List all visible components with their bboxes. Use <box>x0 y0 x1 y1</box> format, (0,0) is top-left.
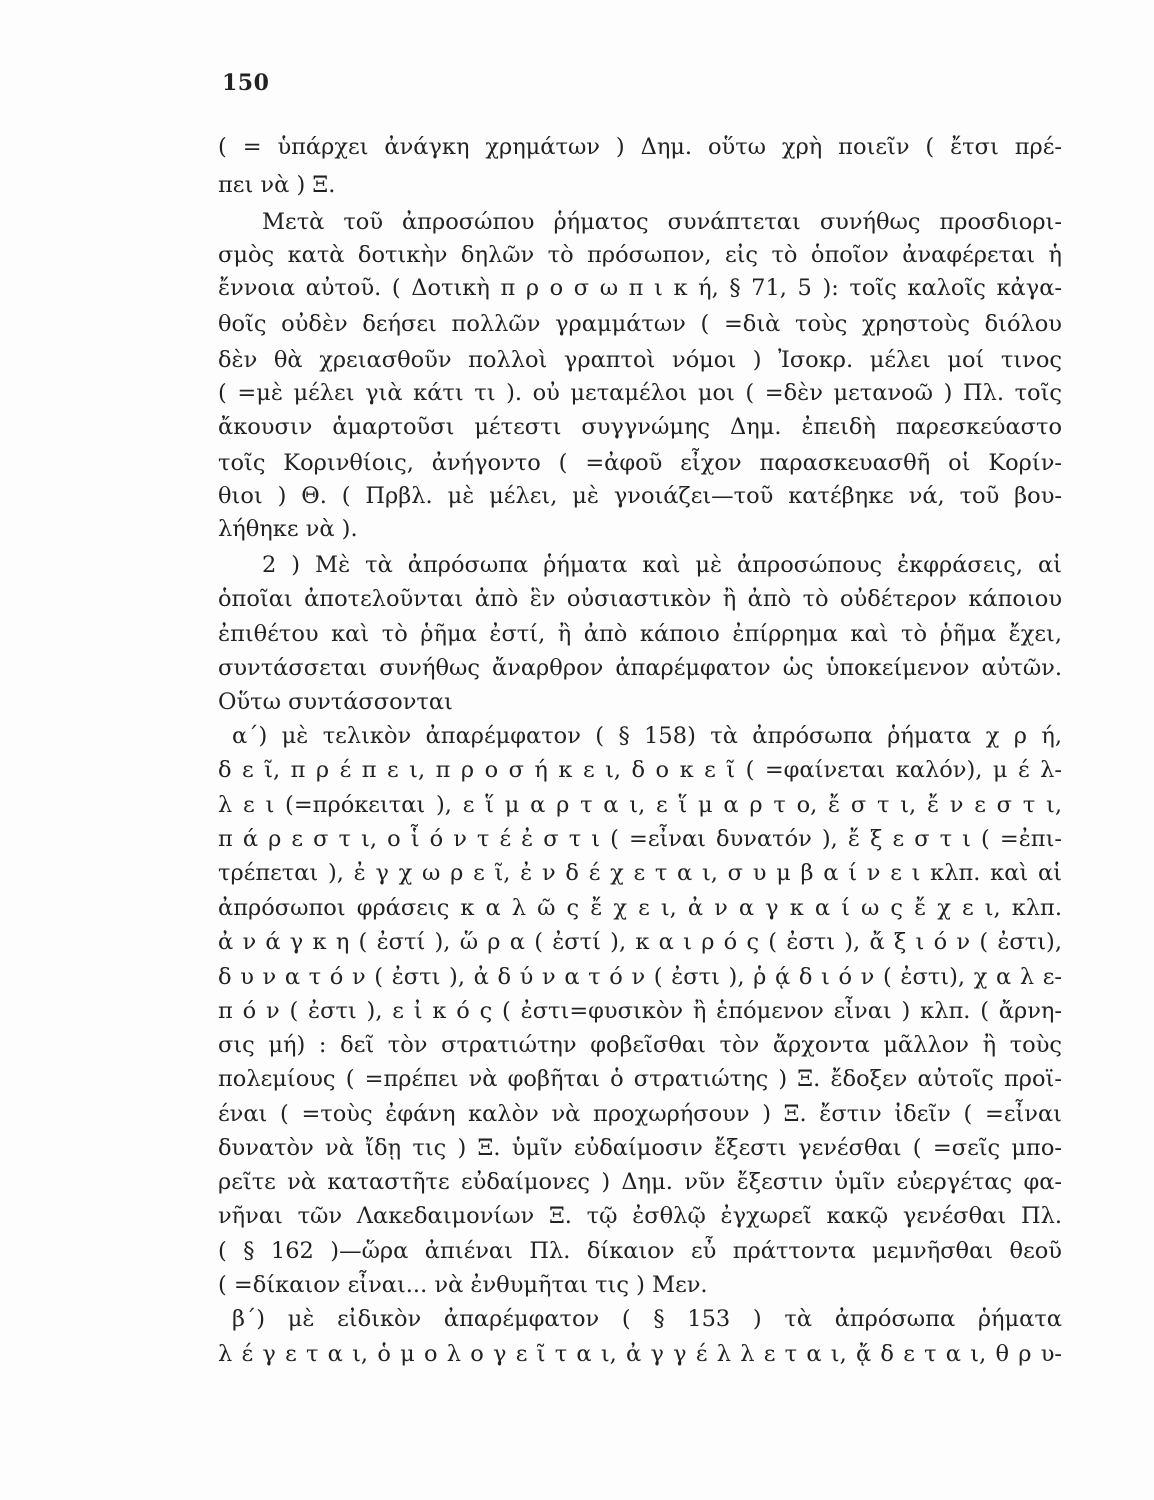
text-line: ἀπρόσωποι φράσεις κ α λ ῶ ς ἔ χ ε ι, ἀ ν α γ κ α ί ω ς ἔ χ ε ι, κλπ. <box>218 895 1062 921</box>
text-line: ἔννοια αὐτοῦ. ( Δοτικὴ π ρ ο σ ω π ι κ ή, § 71, 5 ): τοῖς καλοῖς κἀγα- <box>218 275 1062 301</box>
text-line: ( § 162 )—ὥρα ἀπιέναι Πλ. δίκαιον εὖ πράττοντα μεμνῆσθαι θεοῦ <box>218 1238 1062 1264</box>
text-line: πει νὰ ) Ξ. <box>218 172 336 198</box>
text-line: δὲν θὰ χρειασθοῦν πολλοὶ γραπτοὶ νόμοι ) Ἰσοκρ. μέλει μοί τινος <box>218 347 1062 373</box>
text-line: τρέπεται ), ἐ γ χ ω ρ ε ῖ, ἐ ν δ έ χ ε τ α ι, σ υ μ β α ί ν ε ι κλπ. καὶ αἱ <box>218 860 1062 886</box>
text-line: ( =μὲ μέλει γιὰ κάτι τι ). οὐ μεταμέλοι μοι ( =δὲν μετανοῶ ) Πλ. τοῖς <box>218 380 1062 406</box>
text-line: λ έ γ ε τ α ι, ὁ μ ο λ ο γ ε ῖ τ α ι, ἀ γ γ έ λ λ ε τ α ι, ᾄ δ ε τ α ι, θ ρ υ- <box>218 1341 1062 1367</box>
text-line: 2 ) Μὲ τὰ ἀπρόσωπα ῥήματα καὶ μὲ ἀπροσώπους ἐκφράσεις, αἱ <box>262 552 1062 578</box>
text-line: ὁποῖαι ἀποτελοῦνται ἀπὸ ἓν οὐσιαστικὸν ἢ ἀπὸ τὸ οὐδέτερον κάποιου <box>218 586 1062 612</box>
text-line: σμὸς κατὰ δοτικὴν δηλῶν τὸ πρόσωπον, εἰς τὸ ὁποῖον ἀναφέρεται ἡ <box>218 242 1062 268</box>
text-line: δ ε ῖ, π ρ έ π ε ι, π ρ ο σ ή κ ε ι, δ ο κ ε ῖ ( =φαίνεται καλόν), μ έ λ- <box>218 757 1062 783</box>
text-line: λ ε ι (=πρόκειται ), ε ἵ μ α ρ τ α ι, ε ἵ μ α ρ τ ο, ἔ σ τ ι, ἔ ν ε σ τ ι, <box>218 792 1062 818</box>
text-line: Οὕτω συντάσσονται <box>218 689 453 715</box>
text-line: λήθηκε νὰ ). <box>218 516 358 542</box>
text-line: ( =δίκαιον εἶναι... νὰ ἐνθυμῆται τις ) Μεν. <box>218 1272 708 1298</box>
text-line: νῆναι τῶν Λακεδαιμονίων Ξ. τῷ ἐσθλῷ ἐγχωρεῖ κακῷ γενέσθαι Πλ. <box>218 1203 1062 1229</box>
text-line: ἄκουσιν ἁμαρτοῦσι μέτεστι συγγνώμης Δημ. ἐπειδὴ παρεσκεύαστο <box>218 414 1062 440</box>
text-line: πολεμίους ( =πρέπει νὰ φοβῆται ὁ στρατιώτης ) Ξ. ἔδοξεν αὐτοῖς προϊ- <box>218 1066 1062 1092</box>
text-line: α΄) μὲ τελικὸν ἀπαρέμφατον ( § 158) τὰ ἀπρόσωπα ῥήματα χ ρ ή, <box>232 723 1062 749</box>
text-line: π ά ρ ε σ τ ι, ο ἷ ό ν τ έ ἐ σ τ ι ( =εἶναι δυνατόν ), ἔ ξ ε σ τ ι ( =ἐπι- <box>218 826 1062 852</box>
text-line: θοῖς οὐδὲν δεήσει πολλῶν γραμμάτων ( =διὰ τοὺς χρηστοὺς διόλου <box>218 311 1062 337</box>
text-line: σις μή) : δεῖ τὸν στρατιώτην φοβεῖσθαι τὸν ἄρχοντα μᾶλλον ἢ τοὺς <box>218 1032 1062 1058</box>
text-line: δ υ ν α τ ό ν ( ἐστι ), ἀ δ ύ ν α τ ό ν ( ἐστι ), ῥ ᾴ δ ι ό ν ( ἐστι), χ α λ ε- <box>218 964 1062 990</box>
text-line: ( = ὑπάρχει ἀνάγκη χρημάτων ) Δημ. οὕτω χρὴ ποιεῖν ( ἔτσι πρέ- <box>218 134 1062 160</box>
text-line: ἐπιθέτου καὶ τὸ ῥῆμα ἐστί, ἢ ἀπὸ κάποιο ἐπίρρημα καὶ τὸ ῥῆμα ἔχει, <box>218 621 1062 647</box>
text-line: τοῖς Κορινθίοις, ἀνήγοντο ( =ἀφοῦ εἶχον παρασκευασθῆ οἱ Κορίν- <box>218 450 1062 476</box>
text-line: ρεῖτε νὰ καταστῆτε εὐδαίμονες ) Δημ. νῦν ἔξεστιν ὑμῖν εὐεργέτας φα- <box>218 1169 1062 1195</box>
text-line: Μετὰ τοῦ ἀπροσώπου ῥήματος συνάπτεται συνήθως προσδιορι- <box>262 209 1062 235</box>
text-line: συντάσσεται συνήθως ἄναρθρον ἀπαρέμφατον ὡς ὑποκείμενον αὐτῶν. <box>218 655 1062 681</box>
text-line: δυνατὸν νὰ ἴδῃ τις ) Ξ. ὑμῖν εὐδαίμοσιν ἔξεστι γενέσθαι ( =σεῖς μπο- <box>218 1135 1062 1161</box>
text-line: θιοι ) Θ. ( Πρβλ. μὲ μέλει, μὲ γνοιάζει—τοῦ κατέβηκε νά, τοῦ βου- <box>218 483 1062 509</box>
page-number: 150 <box>222 70 270 96</box>
text-line: έναι ( =τοὺς ἐφάνη καλὸν νὰ προχωρήσουν ) Ξ. ἔστιν ἰδεῖν ( =εἶναι <box>218 1101 1062 1127</box>
text-line: π ό ν ( ἐστι ), ε ἰ κ ό ς ( ἐστι=φυσικὸν ἢ ἑπόμενον εἶναι ) κλπ. ( ἄρνη- <box>218 998 1062 1024</box>
text-line: β΄) μὲ εἰδικὸν ἀπαρέμφατον ( § 153 ) τὰ ἀπρόσωπα ῥήματα <box>232 1306 1062 1332</box>
text-line: ἀ ν ά γ κ η ( ἐστί ), ὥ ρ α ( ἐστί ), κ α ι ρ ό ς ( ἐστι ), ἄ ξ ι ό ν ( ἐστι), <box>218 929 1062 955</box>
